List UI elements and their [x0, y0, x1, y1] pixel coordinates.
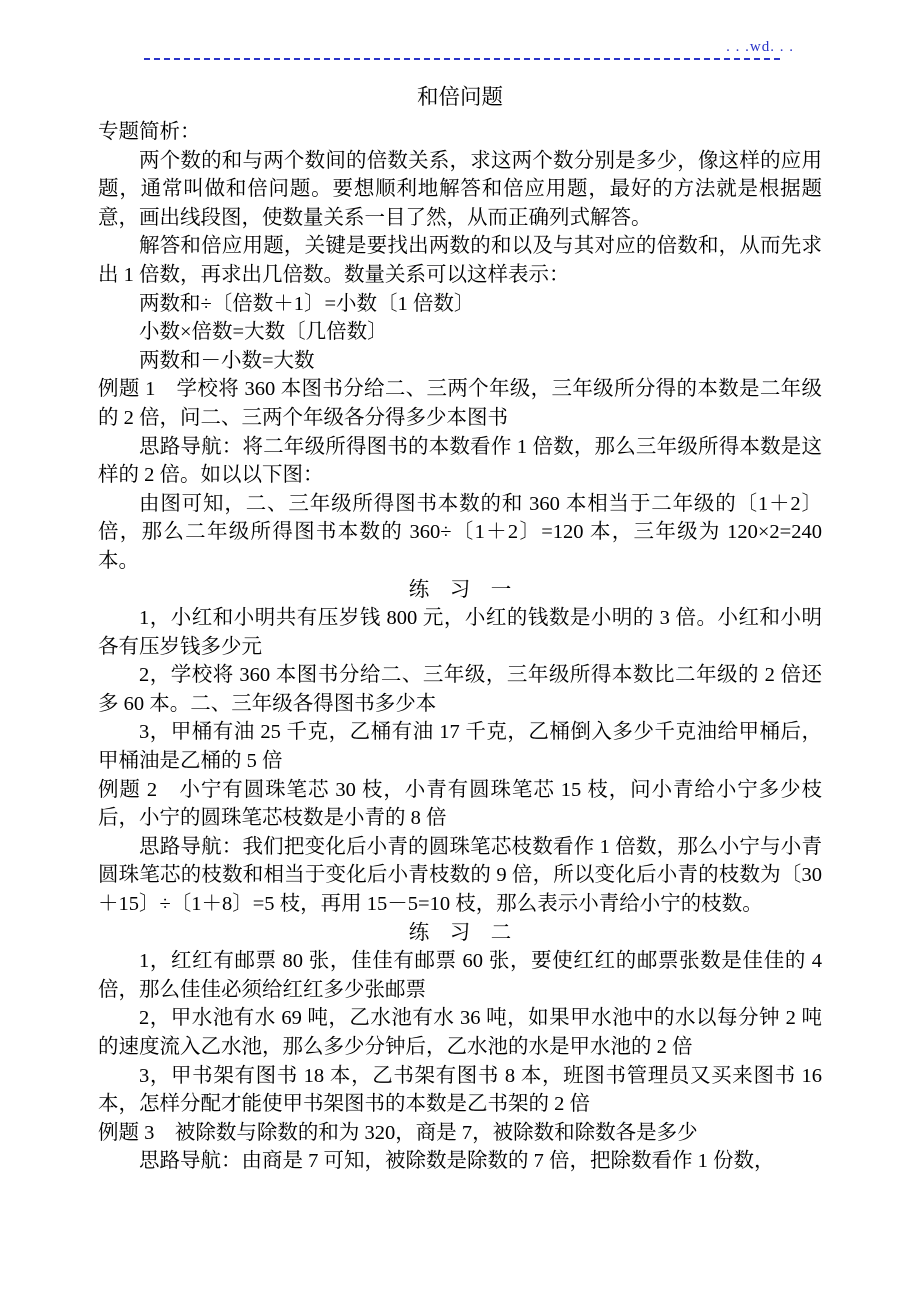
example-3: 例题 3 被除数与除数的和为 320，商是 7，被除数和除数各是多少 [98, 1121, 698, 1144]
exercise-heading-1: 练 习 一 [408, 578, 512, 601]
section-label-summary: 专题简析： [98, 121, 201, 143]
formula-2: 小数×倍数=大数〔几倍数〕 [139, 321, 388, 344]
document-body [98, 118, 822, 1176]
exercise-2-item-2: 2，甲水池有水 69 吨，乙水池有水 36 吨，如果甲水池中的水以每分钟 2 吨的速度流入乙水池，那么多少分钟后，乙水池的水是甲水池的 2 倍 [98, 1007, 822, 1058]
formula-1: 两数和÷〔倍数＋1〕=小数〔1 倍数〕 [139, 292, 475, 315]
paragraph-summary-1: 两个数的和与两个数间的倍数关系，求这两个数分别是多少，像这样的应用题，通常叫做和倍问题。要想顺利地解答和倍应用题，最好的方法就是根据题意，画出线段图，使数量关系一目了然，从而正确列式解答。 [98, 149, 822, 229]
example-2: 例题 2 小宁有圆珠笔芯 30 枝，小青有圆珠笔芯 15 枝，问小青给小宁多少枝后，小宁的圆珠笔芯枝数是小青的 8 倍 [98, 778, 822, 830]
paragraph-summary-2: 解答和倍应用题，关键是要找出两数的和以及与其对应的倍数和，从而先求出 1 倍数，再求出几倍数。数量关系可以这样表示： [98, 235, 822, 286]
exercise-1-item-1: 1，小红和小明共有压岁钱 800 元，小红的钱数是小明的 3 倍。小红和小明各有压岁钱多少元 [98, 607, 822, 658]
example-1-analysis: 思路导航：将二年级所得图书的本数看作 1 倍数，那么三年级所得本数是这样的 2 倍。如以以下图： [98, 435, 822, 487]
formula-3: 两数和－小数=大数 [139, 349, 315, 372]
page-header [98, 38, 822, 60]
exercise-2-item-1: 1，红红有邮票 80 张，佳佳有邮票 60 张，要使红红的邮票张数是佳佳的 4 倍，那么佳佳必须给红红多少张邮票 [98, 950, 822, 1001]
example-2-analysis: 思路导航：我们把变化后小青的圆珠笔芯枝数看作 1 倍数，那么小宁与小青圆珠笔芯的枝数和相当于变化后小青枝数的 9 倍，所以变化后小青的枝数为〔30＋15〕÷〔1＋8〕=5 枝，再用 15－5=10 枝，那么表示小青给小宁的枝数。 [98, 835, 822, 916]
header-dashed-line [144, 58, 780, 60]
example-1: 例题 1 学校将 360 本图书分给二、三两个年级，三年级所分得的本数是二年级的 2 倍，问二、三两个年级各分得多少本图书 [98, 378, 822, 429]
example-1-solution: 由图可知，二、三年级所得图书本数的和 360 本相当于二年级的〔1＋2〕倍，那么二年级所得图书本数的 360÷〔1＋2〕=120 本，三年级为 120×2=240 本。 [98, 492, 822, 572]
exercise-heading-2: 练 习 二 [408, 921, 512, 944]
header-watermark: . . .wd. . . [726, 39, 794, 55]
exercise-1-item-2: 2，学校将 360 本图书分给二、三年级，三年级所得本数比二年级的 2 倍还多 60 本。二、三年级各得图书多少本 [98, 664, 822, 715]
exercise-1-item-3: 3，甲桶有油 25 千克，乙桶有油 17 千克，乙桶倒入多少千克油给甲桶后，甲桶油是乙桶的 5 倍 [98, 721, 822, 773]
exercise-2-item-3: 3，甲书架有图书 18 本，乙书架有图书 8 本，班图书管理员又买来图书 16 本，怎样分配才能使甲书架图书的本数是乙书架的 2 倍 [98, 1064, 822, 1116]
example-3-analysis: 思路导航：由商是 7 可知，被除数是除数的 7 倍，把除数看作 1 份数， [139, 1150, 775, 1173]
document-title: 和倍问题 [416, 85, 503, 109]
